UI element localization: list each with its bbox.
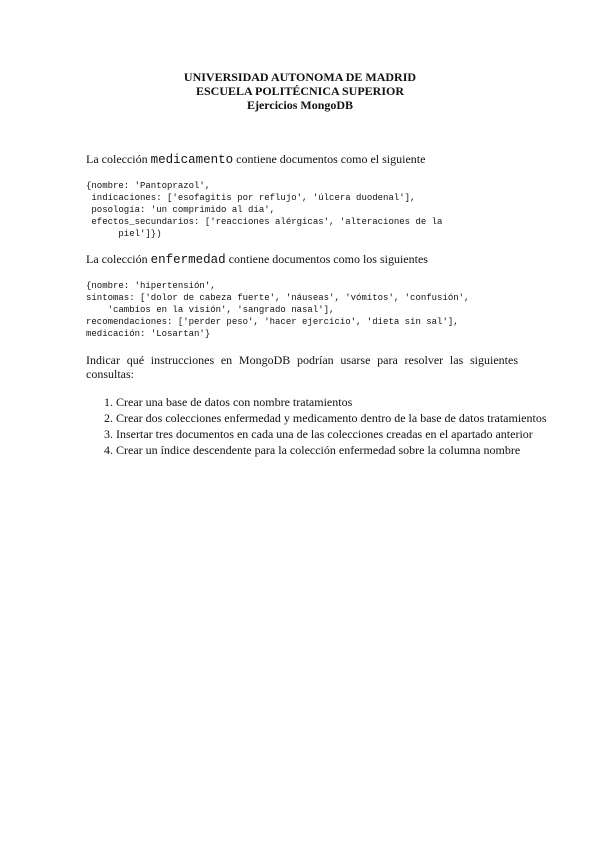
task-item: 3. Insertar tres documentos en cada una de las colecciones creadas en el apartado anterior (116, 427, 548, 441)
task-item: 1. Crear una base de datos con nombre tratamientos (116, 395, 548, 409)
intro-prefix: La colección (86, 252, 151, 266)
medicamento-intro (86, 152, 516, 167)
medicamento-code-block: {nombre: 'Pantoprazol', indicaciones: ['esofagitis por reflujo', 'úlcera duodenal'], posología: 'un comprimido al día', efectos_secundarios: ['reacciones alérgicas', 'alteraciones de la piel']}) (86, 181, 443, 239)
school-name: ESCUELA POLITÉCNICA SUPERIOR (195, 84, 405, 98)
task-item: 4. Crear un índice descendente para la colección enfermedad sobre la columna nombre (116, 443, 548, 457)
document-title: Ejercicios MongoDB (246, 98, 354, 112)
collection-name-medicamento: medicamento (150, 153, 234, 167)
enfermedad-intro (86, 252, 516, 267)
collection-name-enfermedad: enfermedad (150, 253, 226, 267)
task-list (86, 395, 548, 459)
intro-prefix: La colección (86, 152, 151, 166)
intro-suffix: contiene documentos como el siguiente (233, 152, 426, 166)
university-name: UNIVERSIDAD AUTONOMA DE MADRID (183, 70, 417, 84)
instructions-paragraph: Indicar qué instrucciones en MongoDB podrían usarse para resolver las siguientes consultas: (86, 353, 518, 381)
intro-suffix: contiene documentos como los siguientes (225, 252, 428, 266)
task-item: 2. Crear dos colecciones enfermedad y medicamento dentro de la base de datos tratamientos (116, 411, 548, 425)
document-header (0, 70, 600, 112)
enfermedad-code-block: {nombre: 'hipertensión', síntomas: ['dolor de cabeza fuerte', 'náuseas', 'vómitos', 'confusión', 'cambios en la visión', 'sangrado nasal'], recomendaciones: ['perder peso', 'hacer ejercicio', 'dieta sin sal'], medicación: 'Losartan'} (86, 281, 470, 339)
